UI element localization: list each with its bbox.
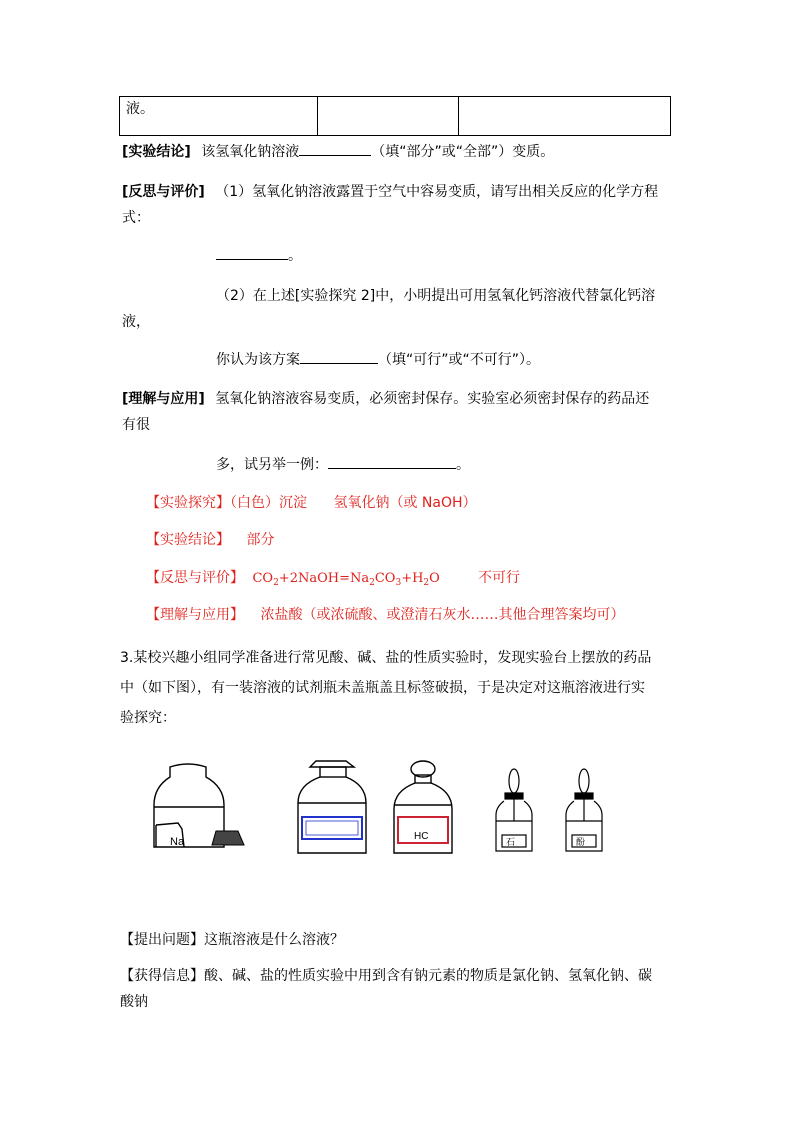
reflection-q2-before: 你认为该方案 xyxy=(216,352,300,368)
reflection-label: [反思与评价] xyxy=(122,184,205,200)
answer-1 xyxy=(146,492,477,512)
eq-mid: +2NaOH=Na xyxy=(278,571,370,586)
answer-4-text: 浓盐酸（或浓硫酸、或澄清石灰水……其他合理答案均可） xyxy=(260,607,625,623)
answer-3-text2: 不可行 xyxy=(477,570,520,586)
table-cell xyxy=(459,97,671,136)
answer-3-label: 【反思与评价】 xyxy=(146,570,244,586)
wide-mouth-bottle xyxy=(298,761,366,853)
reagent-bottles-figure xyxy=(140,755,620,865)
reflection-q1-line2: 式： xyxy=(122,210,150,226)
application-line-3 xyxy=(216,454,470,474)
answer-1-text1: （白色）沉淀 xyxy=(230,495,307,511)
reflection-q1-answer-line xyxy=(216,245,302,265)
answer-1-text2: 氢氧化钠（或 NaOH） xyxy=(333,495,477,511)
reflection-q2-line2: 液， xyxy=(122,314,150,330)
eq-sub-2: 2 xyxy=(273,578,279,588)
application-label: [理解与应用] xyxy=(122,391,205,407)
q3-line1: 3.某校兴趣小组同学准备进行常见酸、碱、盐的性质实验时，发现实验台上摆放的药品 xyxy=(120,650,652,666)
table-cell xyxy=(120,97,318,136)
reflection-q1-end: 。 xyxy=(288,248,302,264)
question-line xyxy=(120,929,344,949)
reflection-q2-line1: （2）在上述[实验探究 2]中，小明提出可用氢氧化钙溶液代替氯化钙溶 xyxy=(216,288,656,304)
application-line3-after: 。 xyxy=(456,457,470,473)
application-line2: 有很 xyxy=(122,417,150,433)
answer-1-label: 【实验探究】 xyxy=(146,495,230,511)
answer-2-text: 部分 xyxy=(246,532,275,548)
answer-blank xyxy=(299,141,371,156)
table-cell-text: 液。 xyxy=(126,101,154,117)
dropper-1-label: 石 xyxy=(506,837,516,847)
answer-4-label: 【理解与应用】 xyxy=(146,607,244,623)
info-line2: 酸钠 xyxy=(120,994,148,1010)
answer-blank xyxy=(328,454,456,469)
conclusion-line xyxy=(122,141,554,161)
answer-3 xyxy=(146,567,520,588)
conclusion-text-after: （填“部分”或“全部”）变质。 xyxy=(371,144,555,160)
dropper-2-label: 酚 xyxy=(576,837,586,847)
application-line3-before: 多，试另举一例： xyxy=(216,457,328,473)
reflection-line-1 xyxy=(122,181,658,201)
question-text: 这瓶溶液是什么溶液？ xyxy=(204,932,344,948)
info-line1: 酸、碱、盐的性质实验中用到含有钠元素的物质是氯化钠、氢氧化钠、碳 xyxy=(204,968,652,984)
answer-2 xyxy=(146,529,274,549)
application-line-1 xyxy=(122,388,649,408)
eq-sub-3: 3 xyxy=(395,578,402,588)
bottle-3-label: HC xyxy=(414,831,429,842)
answer-3-equation xyxy=(252,571,444,586)
reflection-q2-line3 xyxy=(216,349,540,369)
q3-line2: 中（如下图），有一装溶液的试剂瓶未盖瓶盖且标签破损，于是决定对这瓶溶液进行实 xyxy=(120,680,645,696)
eq-sub-2c: 2 xyxy=(423,578,430,588)
eq-sub-2b: 2 xyxy=(369,578,375,588)
eq-co2: CO xyxy=(252,571,274,586)
info-label: 【获得信息】 xyxy=(120,968,204,984)
bottle-stopper xyxy=(212,831,244,845)
answer-2-label: 【实验结论】 xyxy=(146,532,230,548)
conclusion-text-before: 该氢氧化钠溶液 xyxy=(201,144,300,160)
experiment-table xyxy=(119,96,671,136)
bottle-1-label: Na xyxy=(170,836,185,848)
info-line-1 xyxy=(120,965,652,985)
eq-plus-h: +H xyxy=(401,571,424,586)
eq-o: O xyxy=(429,571,440,586)
answer-blank xyxy=(216,245,288,260)
eq-co3: CO xyxy=(374,571,396,586)
q3-line3: 验探究： xyxy=(120,710,176,726)
answer-4 xyxy=(146,604,624,624)
reflection-q2-after: （填“可行”或“不可行”）。 xyxy=(378,352,541,368)
conclusion-label: [实验结论] xyxy=(122,144,191,160)
answer-blank xyxy=(300,349,378,364)
question-label: 【提出问题】 xyxy=(120,932,204,948)
table-cell xyxy=(318,97,459,136)
open-bottle xyxy=(154,764,224,847)
reflection-q1-line1: （1）氢氧化钠溶液露置于空气中容易变质，请写出相关反应的化学方程 xyxy=(215,184,659,200)
application-line1: 氢氧化钠溶液容易变质，必须密封保存。实验室必须密封保存的药品还 xyxy=(215,391,650,407)
